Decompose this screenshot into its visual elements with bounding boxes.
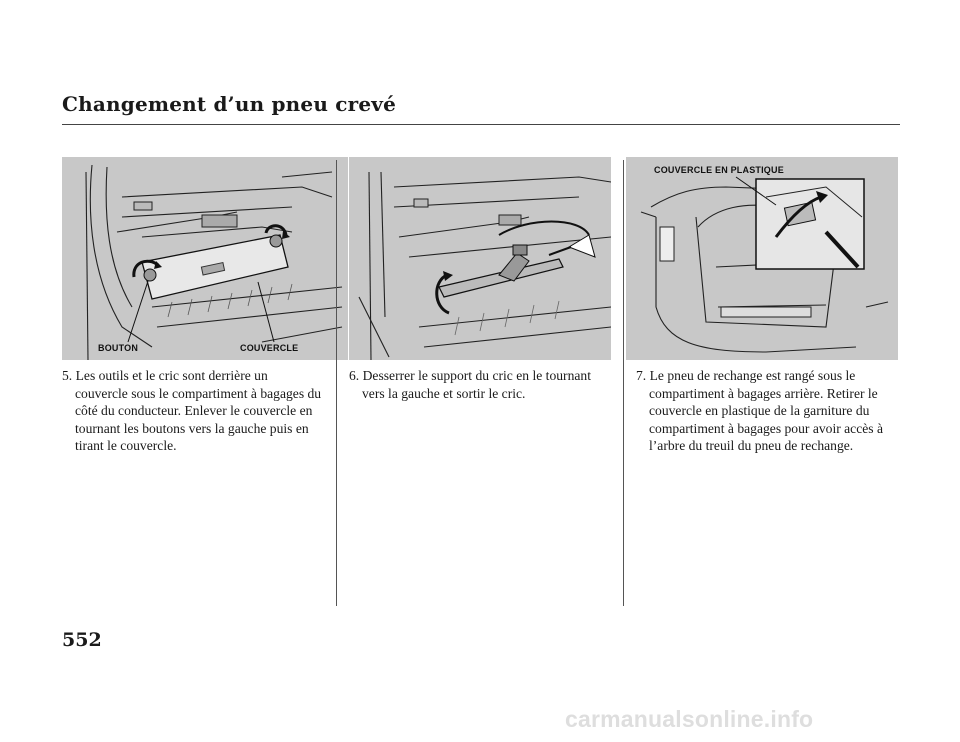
step-7-rest: compartiment à bagages arrière. Retirer le couvercle en plastique de la garniture du compartiment à bagages pour avoir accès à l’arbre du treuil du pneu de rechange.	[649, 385, 884, 453]
step-5-text	[62, 367, 332, 455]
step-6-first-line: Desserrer le support du cric en le tournant	[362, 368, 591, 383]
page-number: 552	[62, 629, 102, 651]
title-rule	[62, 124, 900, 125]
step-6-text	[349, 367, 614, 402]
step-7-first-line: Le pneu de rechange est rangé sous le	[649, 368, 856, 383]
step-7-number: 7.	[636, 368, 647, 383]
watermark: carmanualsonline.info	[565, 706, 814, 732]
step-6-rest: vers la gauche et sortir le cric.	[362, 385, 526, 401]
section-title: Changement d’un pneu crevé	[62, 92, 397, 116]
illustration-tool-cover	[62, 157, 348, 360]
step-5-number: 5.	[62, 368, 73, 383]
column-divider-2	[623, 160, 624, 606]
step-5-rest: couvercle sous le compartiment à bagages du côté du conducteur. Enlever le couvercle en tournant les boutons vers la gauche puis en tirant le couvercle.	[75, 385, 322, 453]
step-5-first-line: Les outils et le cric sont derrière un	[75, 368, 268, 383]
illustration-cargo-area	[626, 157, 898, 360]
label-couvercle: COUVERCLE	[240, 343, 299, 353]
step-6-number: 6.	[349, 368, 360, 383]
illustration-jack	[349, 157, 611, 360]
label-bouton: BOUTON	[98, 343, 139, 353]
column-divider-1	[336, 160, 337, 606]
step-7-text	[636, 367, 904, 455]
label-couvercle-en-plastique: COUVERCLE EN PLASTIQUE	[654, 165, 784, 175]
